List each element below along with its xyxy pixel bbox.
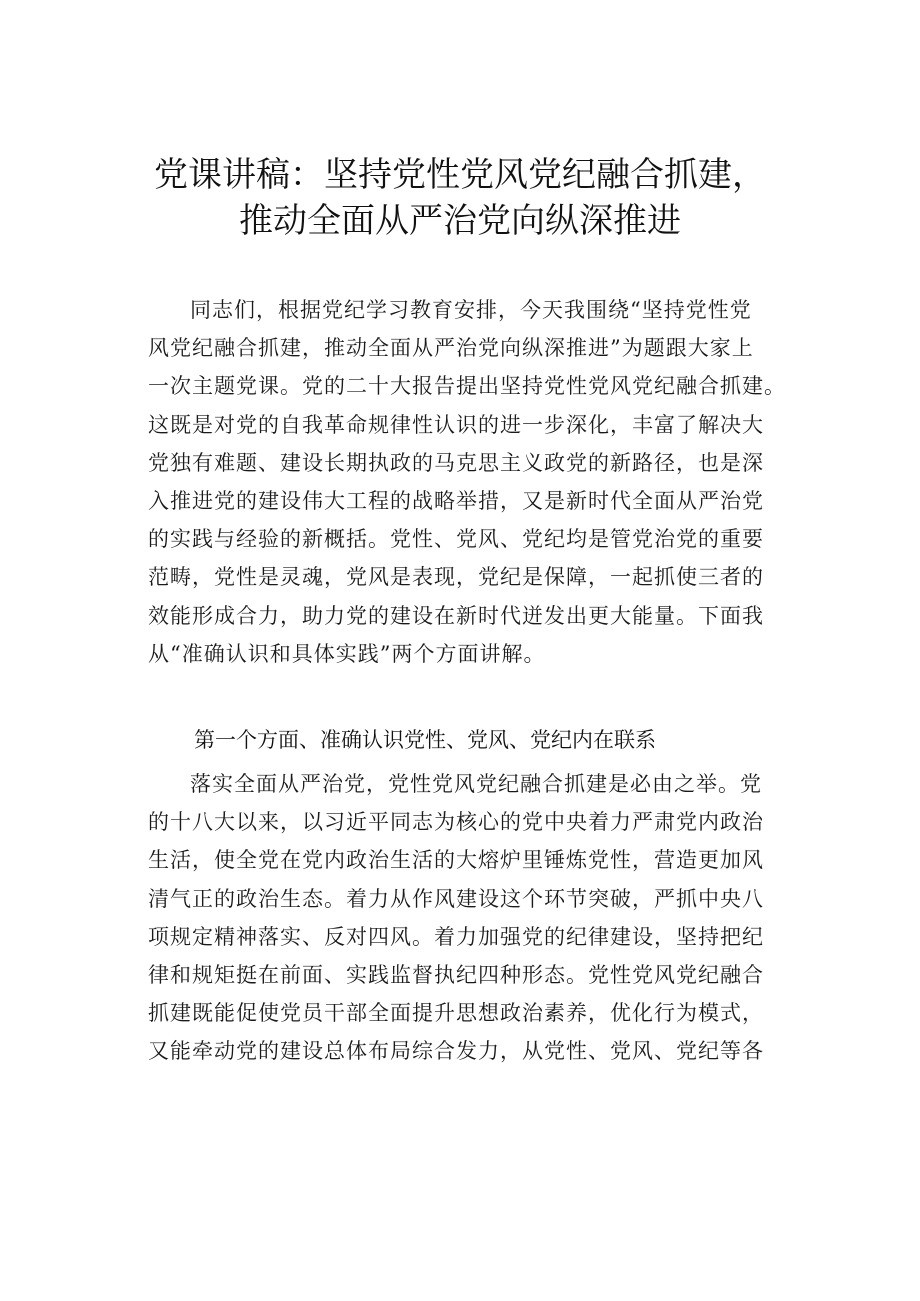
intro-line-10: 从“准确认识和具体实践”两个方面讲解。 (148, 641, 546, 666)
section-line-7: 抓建既能促使党员干部全面提升思想政治素养，优化行为模式， (148, 1001, 764, 1026)
intro-line-5: 党独有难题、建设长期执政的马克思主义政党的新路径，也是深 (148, 450, 764, 475)
title-line-1: 党课讲稿：坚持党性党风党纪融合抓建， (154, 155, 766, 195)
section-line-3: 生活，使全党在党内政治生活的大熔炉里锤炼党性，营造更加风 (148, 848, 764, 873)
section-line-5: 项规定精神落实、反对四风。着力加强党的纪律建设，坚持把纪 (148, 924, 764, 949)
intro-line-6: 入推进党的建设伟大工程的战略举措，又是新时代全面从严治党 (148, 489, 764, 514)
intro-paragraph (148, 291, 808, 673)
intro-line-8: 范畴，党性是灵魂，党风是表现，党纪是保障，一起抓使三者的 (148, 565, 764, 590)
intro-line-1: 同志们，根据党纪学习教育安排，今天我围绕“坚持党性党 (190, 298, 752, 322)
intro-line-4: 这既是对党的自我革命规律性认识的进一步深化，丰富了解决大 (148, 412, 764, 437)
section-heading: 第一个方面、准确认识党性、党风、党纪内在联系 (194, 728, 656, 752)
intro-line-3: 一次主题党课。党的二十大报告提出坚持党性党风党纪融合抓建。 (148, 374, 786, 399)
section-line-6: 律和规矩挺在前面、实践监督执纪四种形态。党性党风党纪融合 (148, 963, 764, 988)
intro-line-9: 效能形成合力，助力党的建设在新时代迸发出更大能量。下面我 (148, 603, 764, 628)
section-line-2: 的十八大以来，以习近平同志为核心的党中央着力严肃党内政治 (148, 810, 764, 835)
intro-line-7: 的实践与经验的新概括。党性、党风、党纪均是管党治党的重要 (148, 527, 764, 552)
section-paragraph (148, 765, 808, 1071)
section-line-4: 清气正的政治生态。着力从作风建设这个环节突破，严抓中央八 (148, 886, 764, 911)
title-line-2: 推动全面从严治党向纵深推进 (239, 201, 681, 241)
intro-line-2: 风党纪融合抓建，推动全面从严治党向纵深推进”为题跟大家上 (148, 336, 754, 361)
section-line-8: 又能牵动党的建设总体布局综合发力，从党性、党风、党纪等各 (148, 1039, 764, 1064)
document-title (0, 152, 920, 244)
section-line-1: 落实全面从严治党，党性党风党纪融合抓建是必由之举。党 (190, 772, 762, 796)
